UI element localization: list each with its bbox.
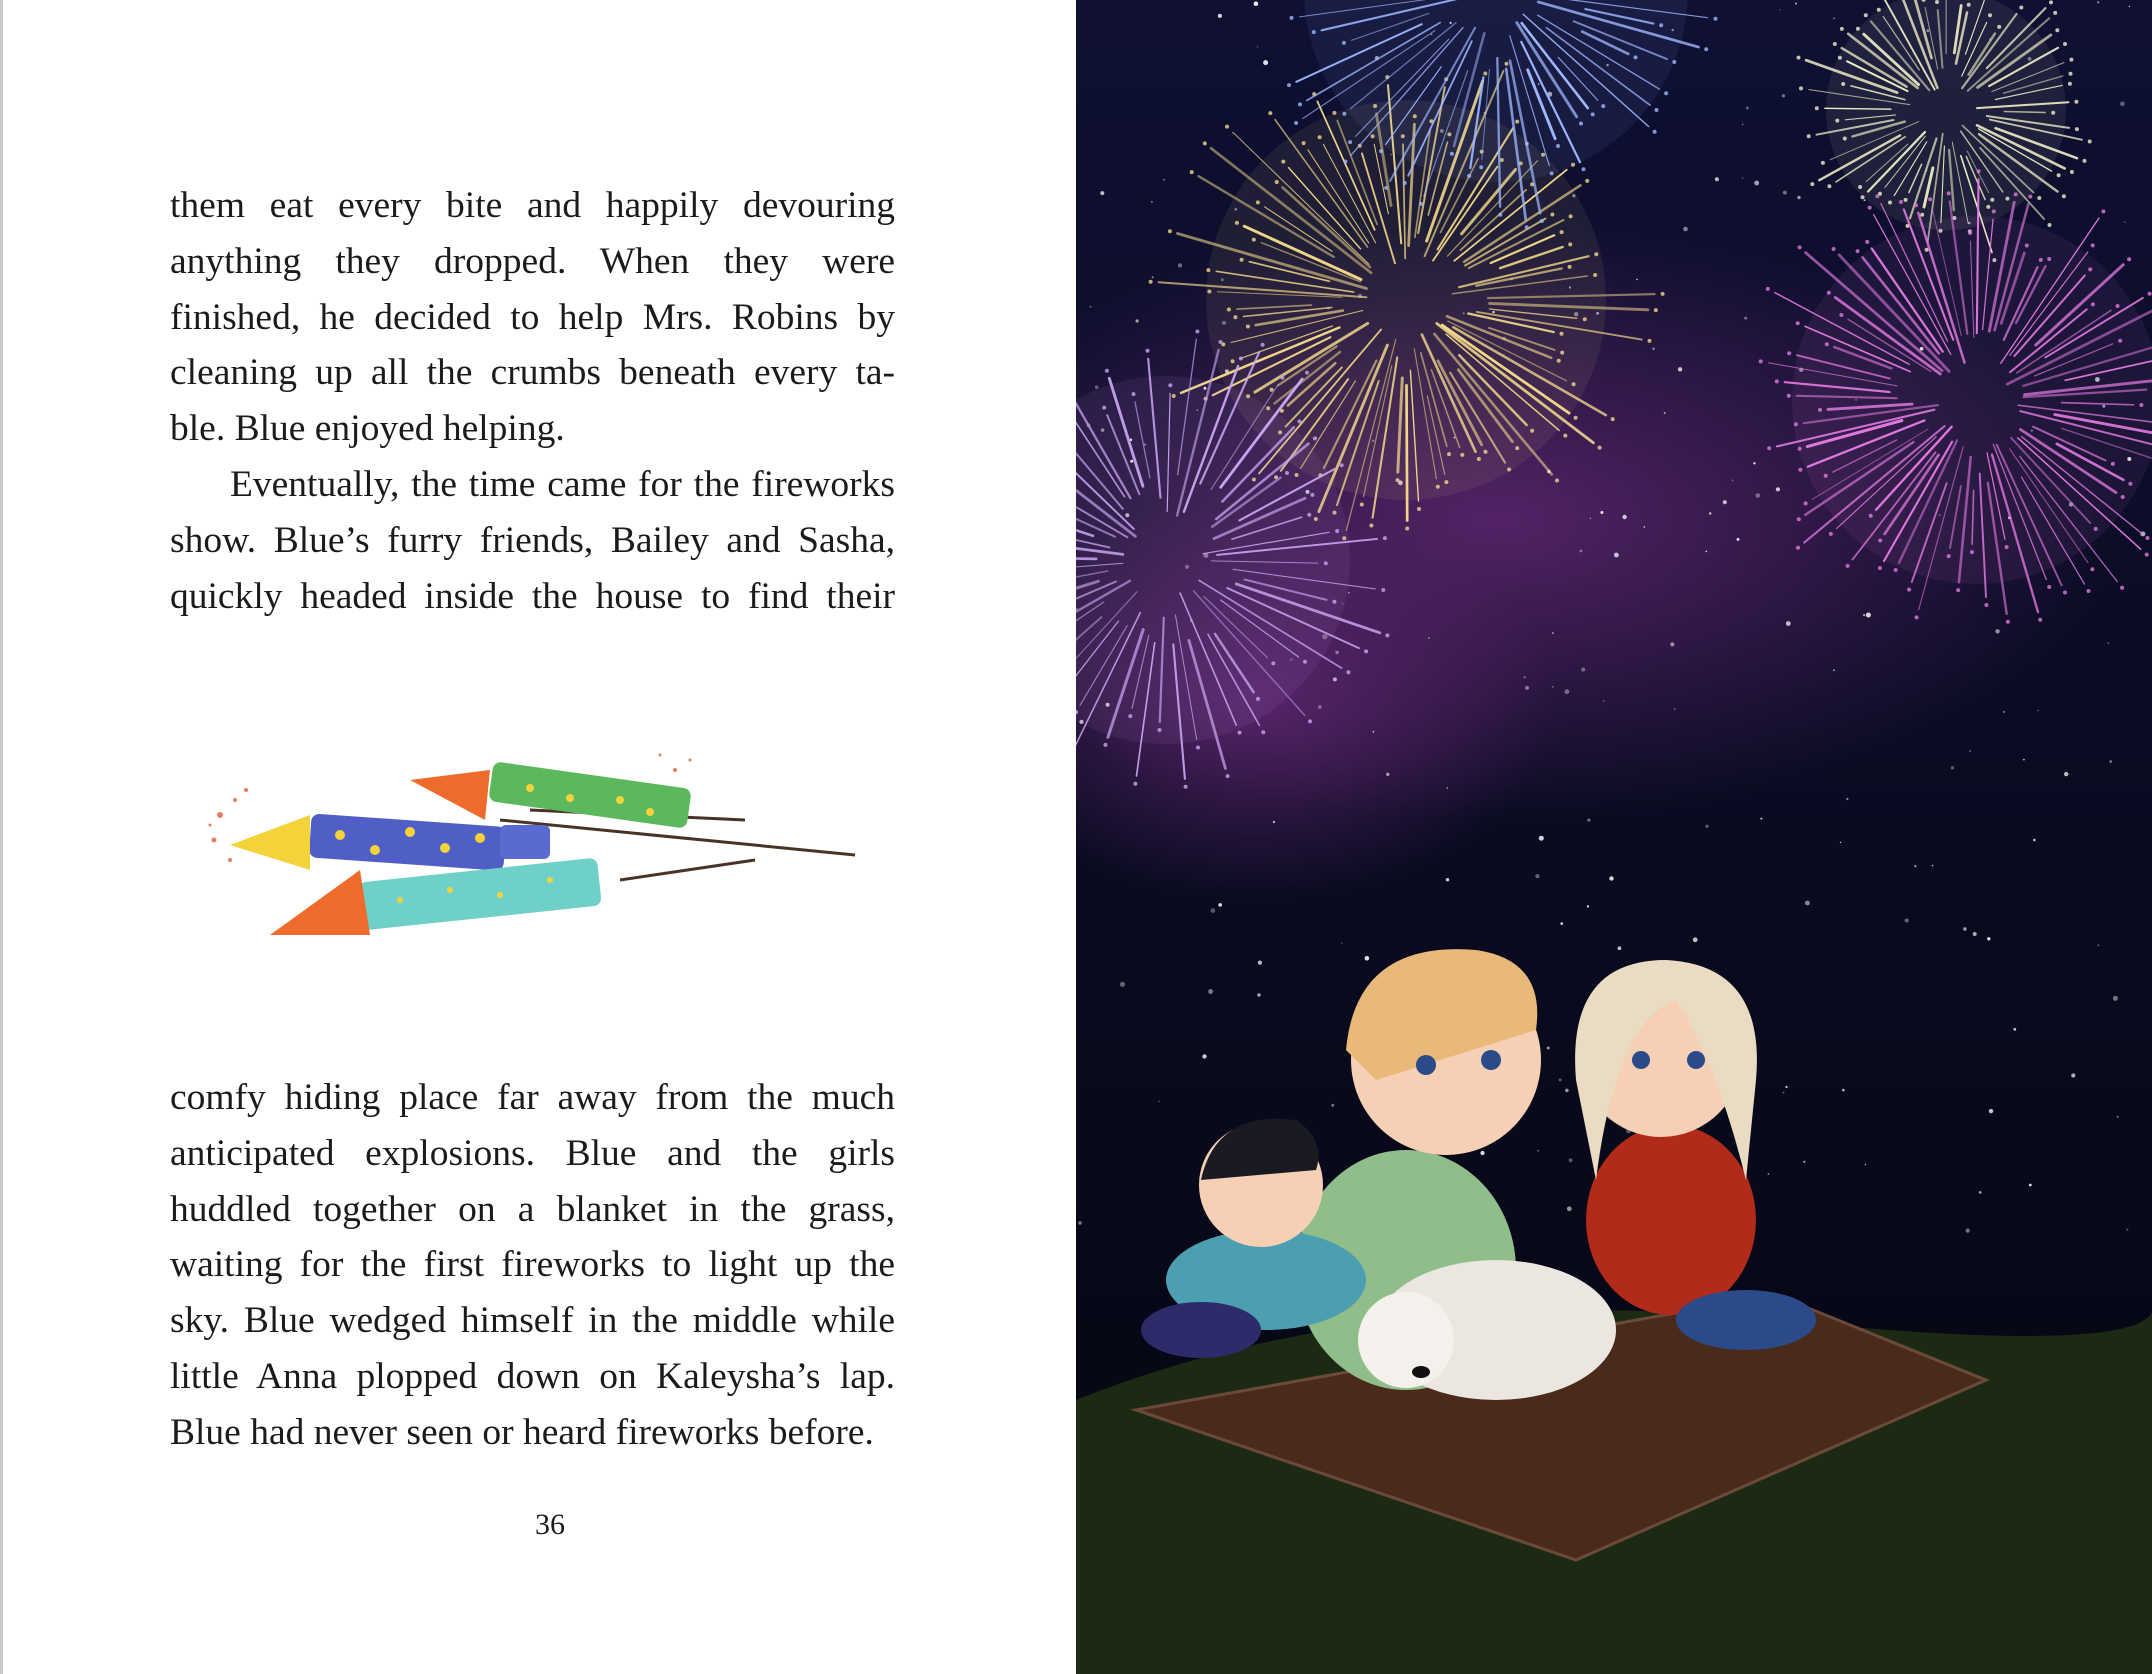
text-line: finished, he decided to help Mrs. Robins by [170, 296, 895, 338]
star [1932, 865, 1934, 867]
star [2037, 710, 2039, 712]
star [1587, 905, 1589, 907]
star [2120, 101, 2125, 106]
green-rocket [410, 761, 692, 828]
page-number: 36 [535, 1508, 565, 1541]
blue-rocket [230, 813, 550, 870]
star [1331, 1104, 1334, 1107]
star [1785, 1086, 1787, 1088]
star [1803, 1161, 1805, 1163]
star [1565, 689, 1570, 694]
text-line: Blue had never seen or heard fireworks before. [170, 1411, 874, 1453]
star [1158, 1101, 1160, 1103]
star [1335, 651, 1338, 654]
star [1833, 17, 1835, 19]
star [1341, 942, 1343, 944]
star [1257, 46, 1259, 48]
star [1263, 60, 1268, 65]
story-text-bottom [170, 1070, 895, 1461]
star [1202, 1054, 1206, 1058]
star [1524, 676, 1526, 678]
star [2098, 944, 2100, 946]
star [1600, 511, 1603, 514]
star [1552, 632, 1554, 634]
star [1609, 876, 1613, 880]
star [1535, 874, 1539, 878]
star [1552, 686, 1553, 687]
star [1989, 1109, 1993, 1113]
star [1539, 836, 1544, 841]
star [1746, 107, 1749, 110]
star [1580, 550, 1583, 553]
star [1966, 1229, 1970, 1233]
star [1715, 177, 1719, 181]
star [1969, 750, 1970, 751]
star [1365, 956, 1370, 961]
star [1732, 480, 1734, 482]
text-line: show. Blue’s furry friends, Bailey and Sasha, [170, 519, 895, 561]
star [1744, 317, 1747, 320]
star [1760, 818, 1762, 820]
star [1100, 191, 1104, 195]
star [1842, 1089, 1845, 1092]
star [1776, 487, 1780, 491]
star [1333, 677, 1337, 681]
star [1211, 908, 1216, 913]
text-line: huddled together on a blanket in the grass, [170, 1188, 895, 1230]
star [1318, 705, 1322, 709]
fireworks-illustration [1076, 0, 2152, 1674]
star [1754, 181, 1759, 186]
text-line: anything they dropped. When they were [170, 240, 895, 282]
star [2108, 642, 2109, 643]
star [1447, 787, 1449, 789]
text-line: anticipated explosions. Blue and the girls [170, 1132, 895, 1174]
star [2124, 221, 2126, 223]
star [1709, 512, 1711, 514]
star [1780, 9, 1781, 10]
star [1547, 1047, 1550, 1050]
star [1636, 279, 1638, 281]
star [2113, 996, 2118, 1001]
page-edge [0, 0, 3, 1674]
star [1768, 1173, 1770, 1175]
star [2064, 772, 2068, 776]
star [1559, 1078, 1562, 1081]
star [1257, 993, 1260, 996]
star [1737, 538, 1740, 541]
star [1163, 179, 1165, 181]
text-line: sky. Blue wedged himself in the middle while [170, 1300, 895, 1342]
teal-rocket [270, 858, 602, 935]
star [1987, 937, 1990, 940]
star [1208, 989, 1213, 994]
star [1723, 500, 1727, 504]
star [1348, 592, 1350, 594]
star [2129, 6, 2131, 8]
text-line: Eventually, the time came for the fireworks [230, 463, 895, 505]
star [1428, 637, 1430, 639]
star [1581, 668, 1585, 672]
star [1480, 1151, 1484, 1155]
star [1705, 825, 1708, 828]
star [1973, 932, 1977, 936]
girl-body [1586, 1125, 1756, 1315]
star [1373, 731, 1375, 733]
text-line: comfy hiding place far away from the much [170, 1077, 895, 1118]
star [1951, 766, 1954, 769]
star [1782, 94, 1785, 97]
star [1670, 642, 1674, 646]
star [1795, 3, 1797, 5]
star [1178, 263, 1182, 267]
star [1587, 819, 1590, 822]
text-line: ble. Blue enjoyed helping. [170, 408, 565, 450]
star [1678, 367, 1682, 371]
star [1753, 462, 1755, 464]
star [1537, 1150, 1539, 1152]
star [1742, 124, 1744, 126]
star [1560, 922, 1563, 925]
star [1136, 319, 1139, 322]
rockets-illustration [200, 720, 880, 980]
star [1840, 842, 1841, 843]
star [2097, 1, 2099, 3]
night-sky-artwork [1076, 0, 2152, 1674]
star [1151, 201, 1153, 203]
star [1254, 1, 1259, 6]
star [2109, 760, 2112, 763]
star [1525, 686, 1529, 690]
star [1078, 1221, 1082, 1225]
star [1590, 518, 1591, 519]
star [1706, 551, 1708, 553]
star [2071, 1073, 2075, 1077]
text-line: cleaning up all the crumbs beneath every ta- [170, 352, 895, 394]
text-line: them eat every bite and happily devouring [170, 185, 895, 226]
text-line: quickly headed inside the house to find their [170, 575, 895, 617]
star [2023, 759, 2025, 761]
star [1693, 937, 1698, 942]
star [2126, 1229, 2128, 1231]
star [1865, 1164, 1866, 1165]
star [1783, 1092, 1785, 1094]
star [2117, 1116, 2119, 1118]
star [1603, 700, 1605, 702]
star [1742, 178, 1743, 179]
star [1565, 1089, 1569, 1093]
star [1090, 306, 1092, 308]
star [1273, 821, 1275, 823]
star [1786, 621, 1791, 626]
star [1622, 515, 1626, 519]
story-text-top [170, 178, 895, 624]
star [2013, 1028, 2016, 1031]
star [1863, 614, 1865, 616]
star [1914, 865, 1916, 867]
star [1614, 553, 1619, 558]
star [1846, 798, 1848, 800]
star [1797, 196, 1800, 199]
star [1683, 227, 1688, 232]
star [1963, 927, 1966, 930]
star [1095, 385, 1099, 389]
text-line: waiting for the first fireworks to light up the [170, 1244, 895, 1286]
star [1674, 708, 1676, 710]
star [1866, 613, 1871, 618]
star [1979, 1191, 1982, 1194]
star [1805, 901, 1810, 906]
star [1864, 199, 1866, 201]
star [1218, 14, 1222, 18]
star [1258, 961, 1262, 965]
star [1386, 773, 1389, 776]
star [2029, 1184, 2032, 1187]
star [1120, 982, 1125, 987]
star [1446, 878, 1449, 881]
star [1644, 526, 1646, 528]
star [2033, 839, 2036, 842]
star [1664, 412, 1666, 414]
star [1756, 493, 1761, 498]
star [1783, 191, 1787, 195]
star [1618, 946, 1622, 950]
star [2003, 711, 2005, 713]
star [1905, 919, 1909, 923]
star [1152, 276, 1154, 278]
star [1652, 348, 1655, 351]
star [1218, 903, 1222, 907]
star [1569, 1158, 1573, 1162]
star [1567, 1206, 1572, 1211]
star [1833, 669, 1835, 671]
text-line: little Anna plopped down on Kaleysha’s lap. [170, 1355, 895, 1397]
star [1995, 629, 1999, 633]
